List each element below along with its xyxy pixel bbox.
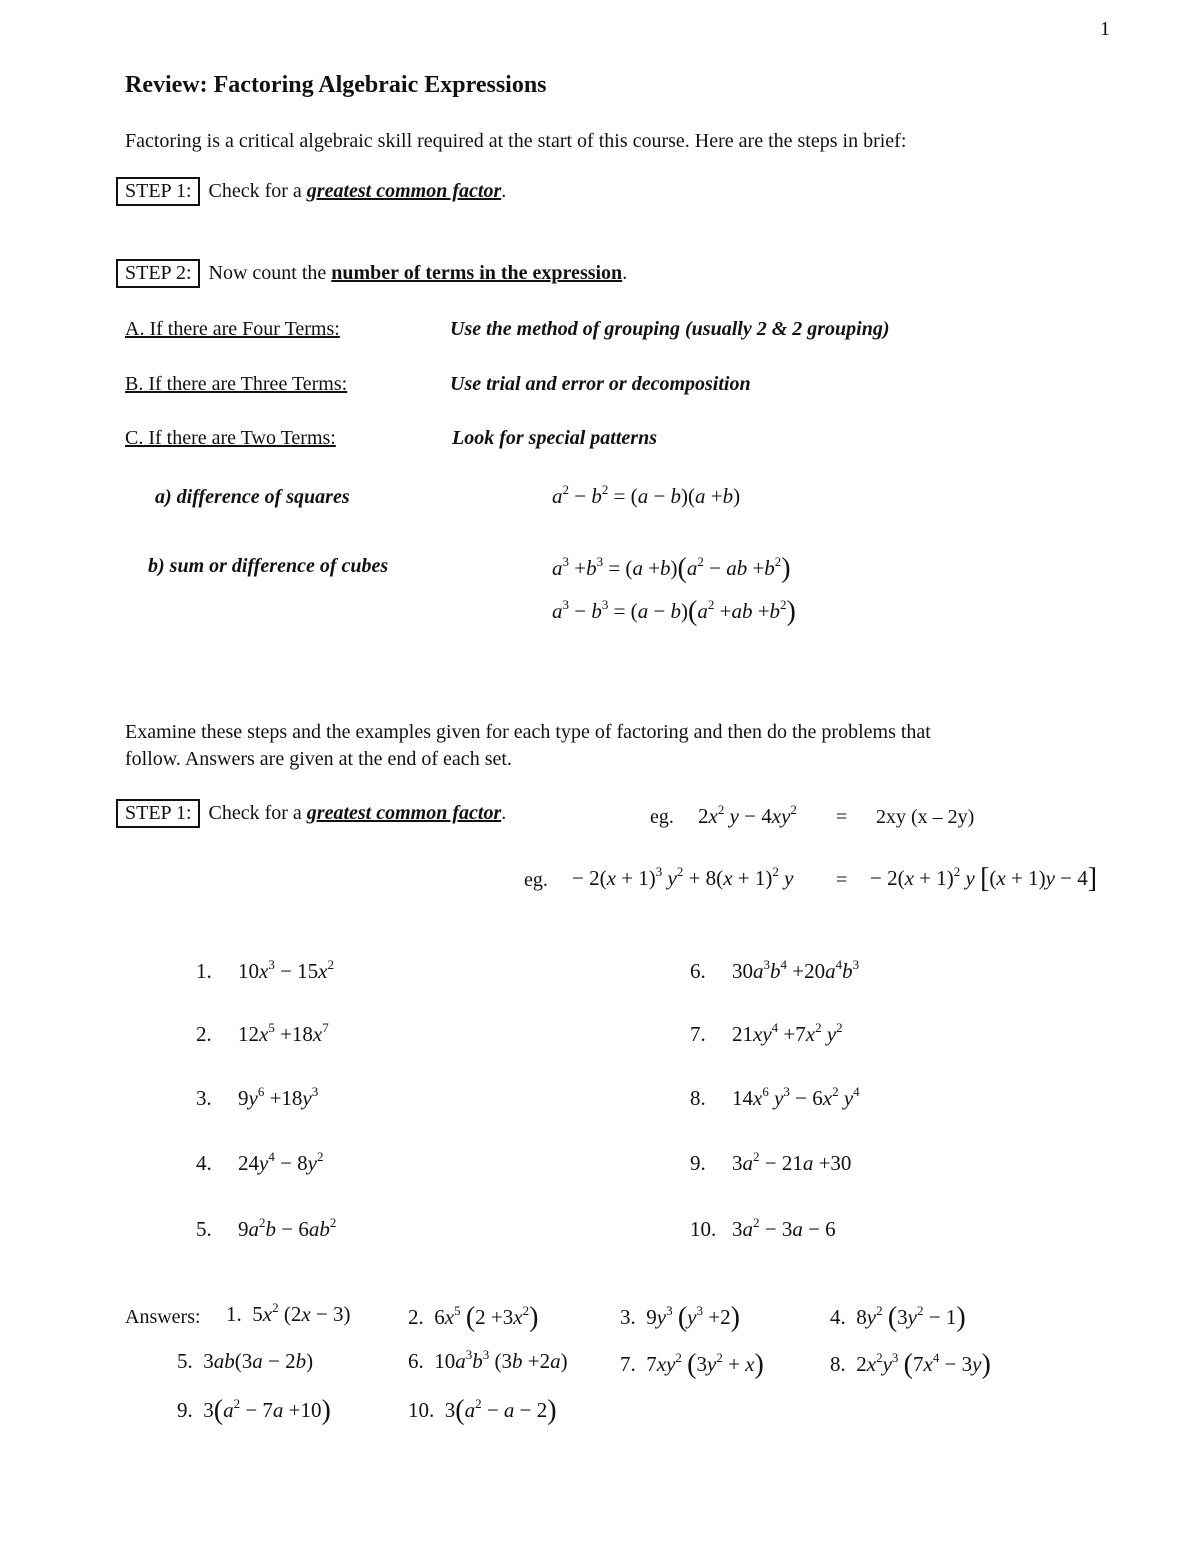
problem-5: 5. $9a^2b - 6ab^2$ bbox=[196, 1215, 337, 1241]
case-two-terms-label: C. If there are Two Terms: bbox=[125, 427, 336, 449]
step2-label: STEP 2: bbox=[116, 259, 200, 288]
page-title: Review: Factoring Algebraic Expressions bbox=[125, 72, 547, 98]
step2-emphasis: number of terms in the expression bbox=[331, 262, 623, 284]
step1-again-emphasis: greatest common factor bbox=[306, 802, 502, 824]
examine-line-2: follow. Answers are given at the end of each set. bbox=[125, 748, 512, 770]
problem-6: 6. $30a^3b^4 +20a^4b^3$ bbox=[690, 957, 860, 983]
case-four-terms-label: A. If there are Four Terms: bbox=[125, 318, 340, 340]
example2-rhs: − $2(x + 1)^2$ y [(x + 1)y − 4] bbox=[870, 863, 1098, 894]
answer-2: 2. $6x^5$ $(2 +3x^2)$ bbox=[408, 1302, 539, 1333]
answer-8: 8. $2x^2y^3$ $(7x^4 - 3y)$ bbox=[830, 1349, 991, 1380]
case-three-terms-label: B. If there are Three Terms: bbox=[125, 373, 348, 395]
answer-7: 7. $7xy^2$ $(3y^2 + x)$ bbox=[620, 1349, 764, 1380]
step1-suffix: . bbox=[501, 180, 507, 202]
answer-1: 1. $5x^2$ (2x − 3) bbox=[226, 1300, 351, 1326]
problem-7: 7. $21xy^4 +7x^2$ $y^2$ bbox=[690, 1020, 843, 1046]
example2-equals: = bbox=[836, 869, 848, 891]
formula-difference-of-squares: $a^2 - b^2 = (a - b)(a +b)$ bbox=[552, 482, 741, 508]
step1-row bbox=[116, 180, 506, 203]
pattern-b-label: b) sum or difference of cubes bbox=[148, 555, 389, 577]
problem-2: 2. $12x^5 +18x^7$ bbox=[196, 1020, 329, 1046]
answers-label: Answers: bbox=[125, 1306, 201, 1328]
answer-5: 5. 3ab(3a − 2b) bbox=[177, 1349, 314, 1373]
examine-line-1: Examine these steps and the examples given for each type of factoring and then do the problems that bbox=[125, 721, 931, 743]
intro-text: Factoring is a critical algebraic skill required at the start of this course. Here are the steps in brief: bbox=[125, 130, 907, 152]
step1-label: STEP 1: bbox=[116, 177, 200, 206]
answer-10: 10. $3(a^2 - a - 2)$ bbox=[408, 1395, 557, 1426]
step2-row bbox=[116, 262, 627, 285]
example1-equals: = bbox=[836, 806, 848, 828]
step1-again-row bbox=[116, 802, 506, 825]
answer-6: 6. $10a^3b^3$ (3b +2a) bbox=[408, 1347, 568, 1373]
step2-suffix: . bbox=[622, 262, 628, 284]
pattern-a-label: a) difference of squares bbox=[155, 486, 350, 508]
example2-lhs: − $2(x + 1)^3$ $y^2 + 8(x + 1)^2$ y bbox=[572, 864, 794, 890]
step1-prefix: Check for a bbox=[208, 180, 307, 202]
step1-emphasis: greatest common factor bbox=[306, 180, 502, 202]
problem-9: 9. $3a^2 - 21a +30$ bbox=[690, 1149, 852, 1175]
formula-difference-of-cubes: $a^3 - b^3 = (a - b)(a^2 +ab +b^2)$ bbox=[552, 596, 796, 627]
example1-eg: eg. bbox=[650, 806, 674, 828]
answer-3: 3. $9y^3$ $(y^3 +2)$ bbox=[620, 1302, 740, 1333]
problem-8: 8. $14x^6$ $y^3 - 6x^2$ $y^4$ bbox=[690, 1084, 860, 1110]
problem-10: 10. $3a^2 - 3a - 6$ bbox=[690, 1215, 836, 1241]
problem-1: 1. $10x^3 - 15x^2$ bbox=[196, 957, 334, 983]
step1-again-prefix: Check for a bbox=[208, 802, 307, 824]
answer-9: 9. $3(a^2 - 7a +10)$ bbox=[177, 1395, 331, 1426]
problem-4: 4. $24y^4 - 8y^2$ bbox=[196, 1149, 324, 1175]
page-number: 1 bbox=[1100, 18, 1110, 40]
example1-lhs: $2x^2$ $y - 4xy^2$ bbox=[698, 802, 797, 828]
step1-again-label: STEP 1: bbox=[116, 799, 200, 828]
problem-3: 3. $9y^6 +18y^3$ bbox=[196, 1084, 319, 1110]
step2-prefix: Now count the bbox=[208, 262, 332, 284]
case-two-terms-method: Look for special patterns bbox=[452, 427, 657, 449]
step1-again-suffix: . bbox=[501, 802, 507, 824]
case-three-terms-method: Use trial and error or decomposition bbox=[450, 373, 751, 395]
example1-rhs: 2xy (x – 2y) bbox=[876, 806, 975, 828]
formula-sum-of-cubes: $a^3 +b^3 = (a +b)(a^2$ − ab $+b^2$) bbox=[552, 553, 791, 584]
case-four-terms-method: Use the method of grouping (usually 2 & 2 grouping) bbox=[450, 318, 890, 340]
answer-4: 4. $8y^2$ $(3y^2 - 1)$ bbox=[830, 1302, 966, 1333]
example2-eg: eg. bbox=[524, 869, 548, 891]
